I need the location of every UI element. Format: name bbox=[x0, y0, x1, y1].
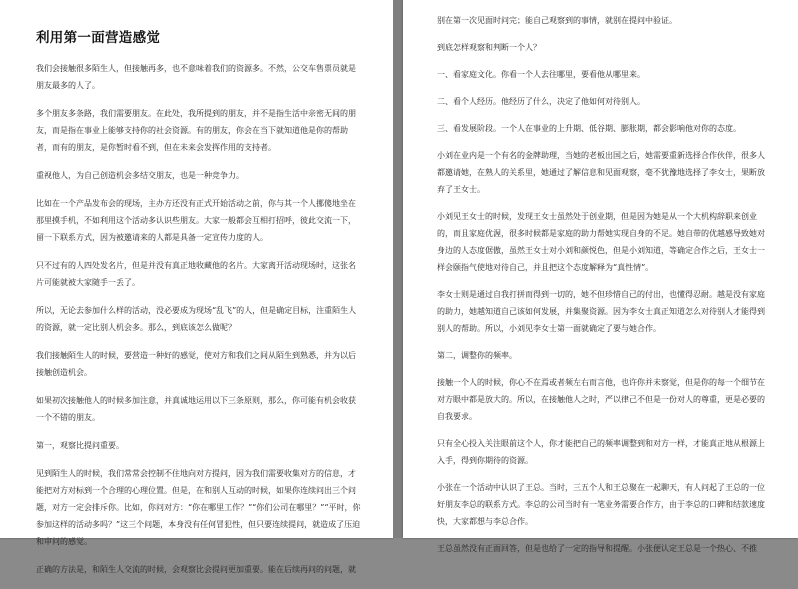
list-item: 一、看家庭文化。你看一个人去往哪里，要看他从哪里来。 bbox=[437, 70, 645, 79]
chapter-title: 利用第一面营造感觉 bbox=[36, 30, 161, 46]
paragraph: 所以，无论去参加什么样的活动，没必要成为现场“乱飞”的人，但是确定目标，注重陌生人的资源，就一定比别人机会多。那么，到底该怎么做呢？ bbox=[36, 306, 357, 332]
paragraph: 别在第一次见面时问完；能自己观察到的事情，就别在提问中验证。 bbox=[437, 16, 677, 25]
left-page-content bbox=[36, 26, 363, 589]
section-heading: 第二，调整你的频率。 bbox=[437, 351, 517, 360]
paragraph: 我们会接触很多陌生人，但接触再多，也不意味着我们的资源多。不然，公交车售票员就是朋友最多的人了。 bbox=[36, 64, 356, 90]
paragraph: 多个朋友多条路，我们需要朋友。在此处，我所提到的朋友，并不是指生活中亲密无间的朋友，而是指在事业上能够支持你的社会资源。有的朋友，你会在当下就知道他是你的帮助者，而有的朋友，是你暂时看不到，但在未来会发挥作用的支持者。 bbox=[36, 109, 356, 152]
paragraph: 见到陌生人的时候，我们常常会控制不住地向对方提问，因为我们需要收集对方的信息，才能把对方对标到一个合理的心理位置。但是，在和别人互动的时候，如果你连续问出三个问题，对方一定会排斥你。比如，你问对方：“你在哪里工作？”“你们公司在哪里？”“平时，你参加这样的活动多吗？”这三个问题，本身没有任何冒犯性，但只要连续提问，就造成了压迫和审问的感觉。 bbox=[36, 469, 361, 546]
paragraph: 重视他人，为自己创造机会多结交朋友，也是一种竞争力。 bbox=[36, 171, 244, 180]
right-page-content bbox=[437, 12, 768, 567]
paragraph: 小张在一个活动中认识了王总。当时，三五个人和王总聚在一起聊天，有人问起了王总的一位好朋友李总的联系方式。李总的公司当时有一笔业务需要合作方，由于李总的口碑和结款速度快，大家都想与李总合作。 bbox=[437, 483, 765, 526]
section-heading: 第一，观察比提问重要。 bbox=[36, 441, 124, 450]
left-page bbox=[0, 0, 393, 574]
paragraph: 比如在一个产品发布会的现场，主办方还没有正式开始活动之前，你与其一个人挪傻地坐在那里摸手机，不如利用这个活动多认识些朋友。大家一般都会互相打招呼，彼此交流一下，留一下联系方式，因为被邀请来的人都是具备一定宣传力度的人。 bbox=[36, 199, 356, 242]
paragraph: 只不过有的人四处发名片，但是并没有真正地收藏他的名片。大家离开活动现场时，这张名片可能就被大家随手一丢了。 bbox=[36, 261, 356, 287]
paragraph: 只有全心投入关注眼前这个人，你才能把自己的频率调整到和对方一样，才能真正地从根源上入手，得到你期待的资源。 bbox=[437, 439, 765, 465]
paragraph: 李女士则是通过自我打拼而得到一切的，她不但珍惜自己的付出，也懂得忍耐。越是没有家庭的助力，她越知道自己该如何发展，并集聚资源。因为李女士真正知道怎么对待别人才能得到别人的帮助。所以，小刘见李女士第一面就确定了要与她合作。 bbox=[437, 290, 765, 333]
question: 到底怎样观察和判断一个人？ bbox=[437, 43, 541, 52]
paragraph: 小刘见王女士的时候，发现王女士虽然处于创业期，但是因为她是从一个大机构辞职来创业的，而且家庭优渥，很多时候都是家庭的助力帮她实现自身的不足。她自带的优越感导致她对身边的人态度倨傲，虽然王女士对小刘和颜悦色，但是小刘知道，等确定合作之后，王女士一样会颐指气使地对待自己，并且把这个态度解释为“真性情”。 bbox=[437, 212, 765, 272]
paragraph: 小刘在业内是一个有名的金牌助理，当她的老板出国之后，她需要重新选择合作伙伴，很多人都邀请她，在熟人的关系里，她通过了解信息和见面观察，毫不犹豫地选择了李女士，果断放弃了王女士。 bbox=[437, 151, 765, 194]
paragraph: 王总虽然没有正面回答，但是也给了一定的指导和提醒。小张便认定王总是一个热心、不推 bbox=[437, 544, 757, 553]
paragraph: 如果初次接触他人的时候多加注意，并真诚地运用以下三条原则，那么，你可能有机会收获一个不错的朋友。 bbox=[36, 396, 356, 422]
paragraph: 接触一个人的时候，你心不在焉或者频左右而言他，也许你并未察觉，但是你的每一个细节在对方眼中都是放大的。所以，在接触他人之时，严以律己不但是一份对人的尊重，更是必要的自我要求。 bbox=[437, 378, 765, 421]
list-item: 二、看个人经历。他经历了什么，决定了他如何对待别人。 bbox=[437, 97, 645, 106]
right-page bbox=[403, 0, 798, 553]
list-item: 三、看发展阶段。一个人在事业的上升期、低谷期、膨胀期，都会影响他对你的态度。 bbox=[437, 124, 741, 133]
paragraph: 正确的方法是，和陌生人交流的时候，会观察比会提问更加重要。能在后续再问的问题，就 bbox=[36, 565, 356, 574]
paragraph: 我们接触陌生人的时候，要营造一种好的感觉，使对方和我们之间从陌生到熟悉，并为以后接触创造机会。 bbox=[36, 351, 356, 377]
page-gutter bbox=[393, 0, 403, 538]
